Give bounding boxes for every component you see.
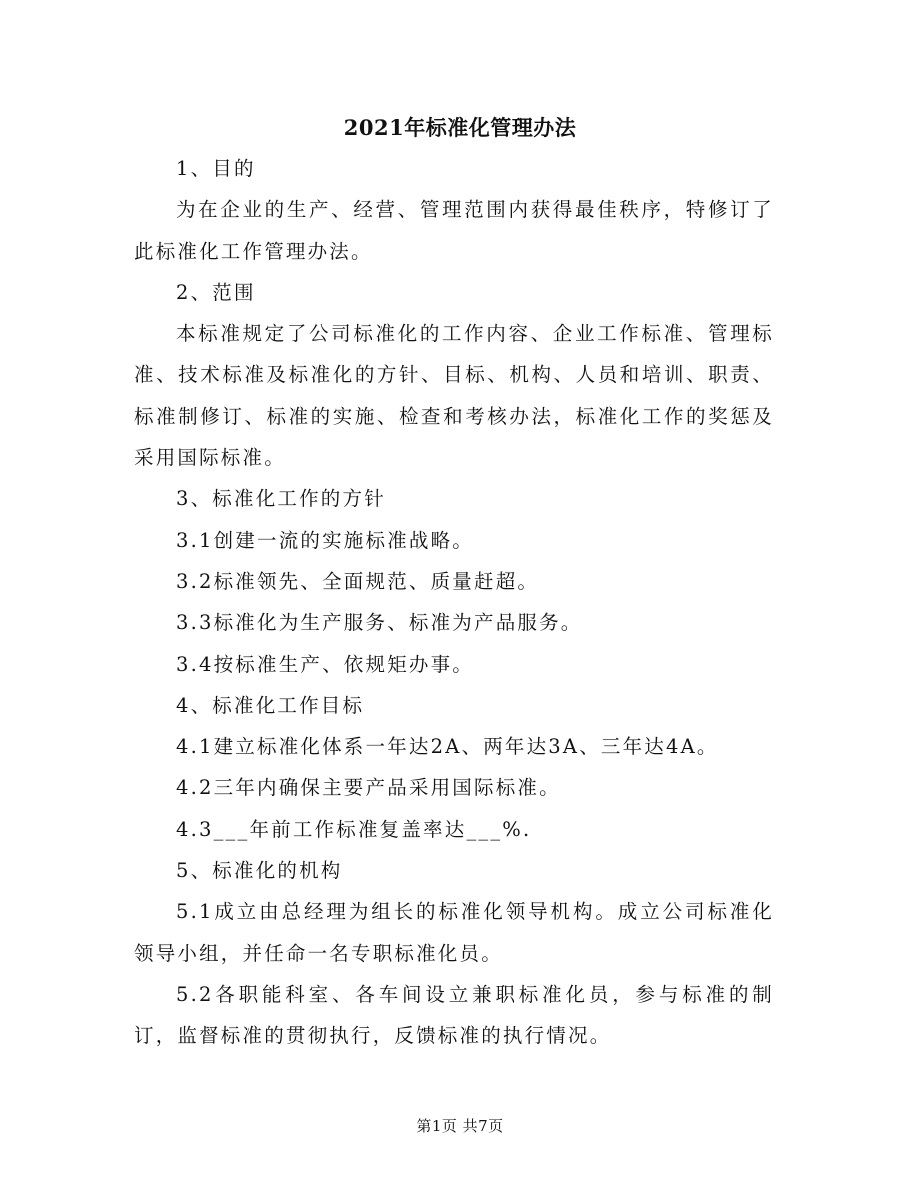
- list-item-4-3: 4.3___年前工作标准复盖率达___%.: [176, 817, 532, 841]
- section-heading-organization: 5、标准化的机构: [176, 859, 343, 883]
- list-item-3-3: 3.3标准化为生产服务、标准为产品服务。: [176, 611, 583, 635]
- paragraph-scope: 本标准规定了公司标准化的工作内容、企业工作标准、管理标准、技术标准及标准化的方针、目标、机构、人员和培训、职责、标准制修订、标准的实施、检查和考核办法，标准化工作的奖惩及采用国际标准。: [134, 322, 774, 470]
- list-item-4-1: 4.1建立标准化体系一年达2A、两年达3A、三年达4A。: [176, 735, 719, 759]
- list-item-5-1: 5.1成立由总经理为组长的标准化领导机构。成立公司标准化领导小组，并任命一名专职标准化员。: [134, 900, 774, 965]
- section-heading-purpose: 1、目的: [176, 157, 256, 180]
- list-item-4-2: 4.2三年内确保主要产品采用国际标准。: [176, 776, 561, 800]
- page-number-footer: 第1页 共7页: [416, 1117, 504, 1135]
- list-item-3-4: 3.4按标准生产、依规矩办事。: [176, 652, 475, 676]
- section-heading-policy: 3、标准化工作的方针: [176, 487, 386, 511]
- list-item-3-1: 3.1创建一流的实施标准战略。: [176, 528, 475, 552]
- section-heading-scope: 2、范围: [176, 280, 256, 304]
- document-body: [134, 148, 774, 1057]
- list-item-5-2: 5.2各职能科室、各车间设立兼职标准化员，参与标准的制订，监督标准的贯彻执行，反馈标准的执行情况。: [134, 982, 774, 1048]
- section-heading-goals: 4、标准化工作目标: [176, 693, 365, 717]
- paragraph-purpose: 为在企业的生产、经营、管理范围内获得最佳秩序，特修订了此标准化工作管理办法。: [134, 198, 774, 263]
- list-item-3-2: 3.2标准领先、全面规范、质量赶超。: [176, 569, 540, 593]
- document-title: 2021年标准化管理办法: [343, 115, 577, 140]
